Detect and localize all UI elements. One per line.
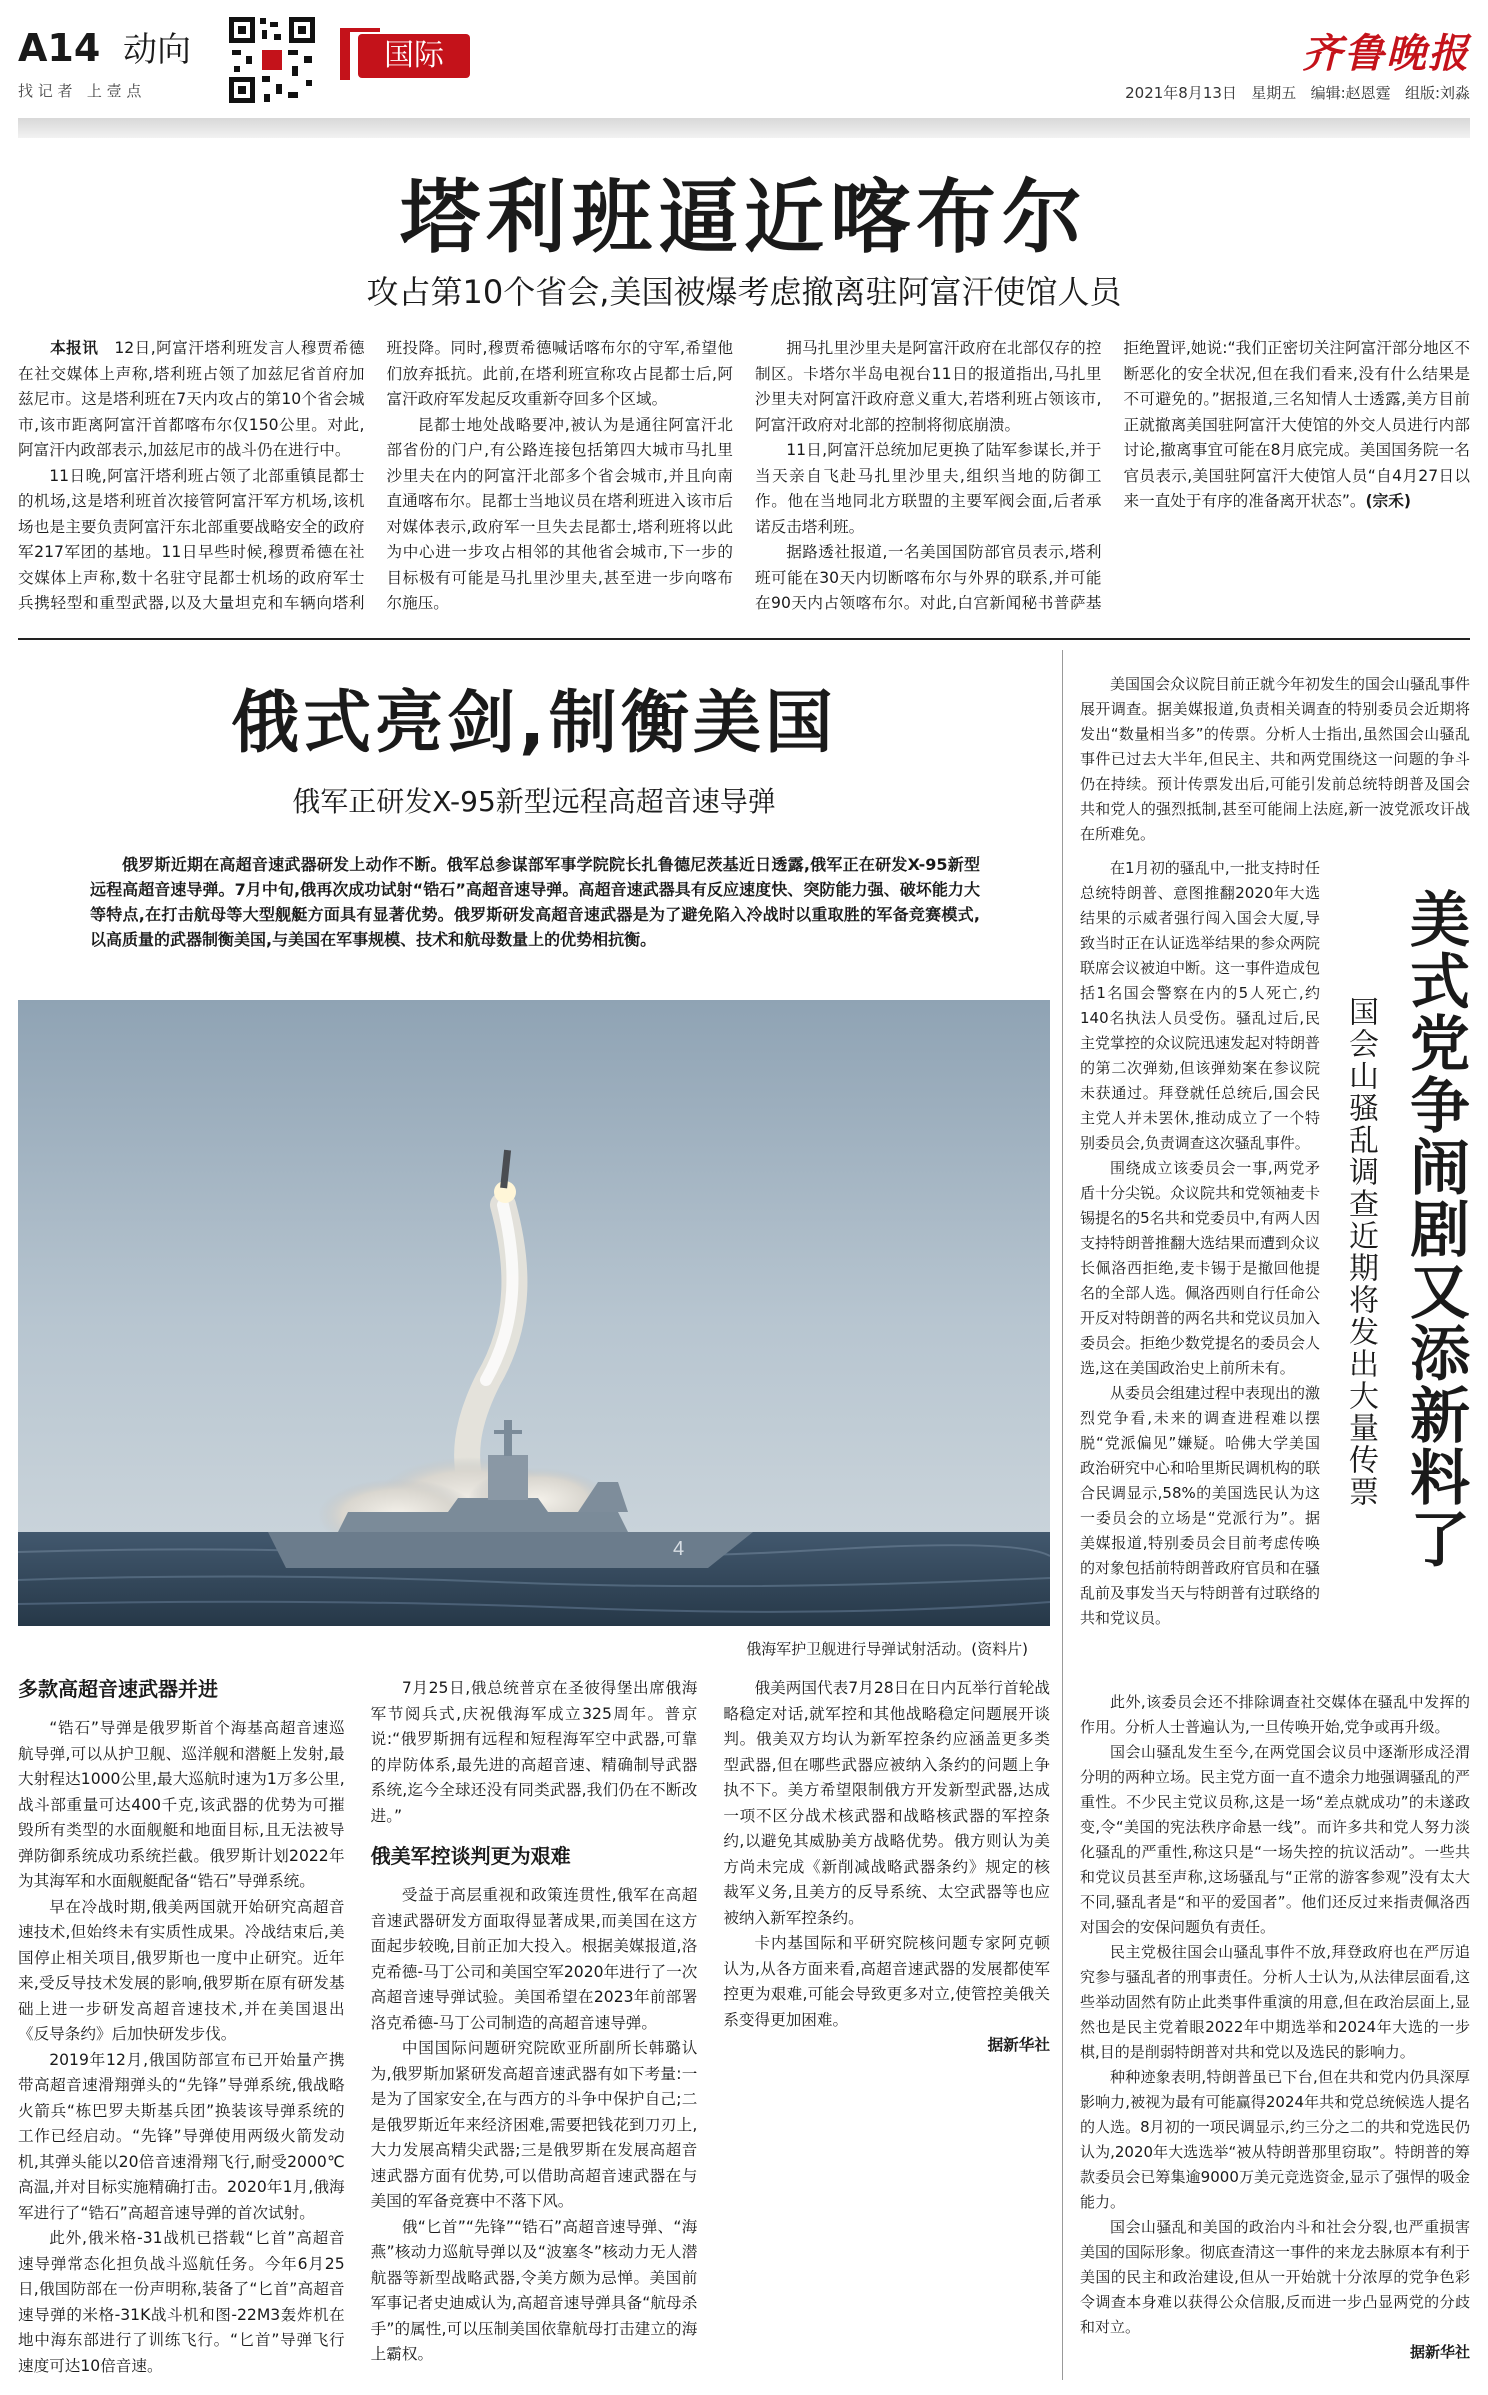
article2-intro: 俄罗斯近期在高超音速武器研发上动作不断。俄军总参谋部军事学院院长扎鲁德尼茨基近日透露,俄军正在研发X-95新型远程高超音速导弹。7月中旬,俄再次成功试射“锆石”高超音速导弹。高超音速武器具有反应速度快、突防能力强、破坏能力大等特点,在打击航母等大型舰艇方面具有显著优势。俄罗斯研发高超音速武器是为了避免陷入冷战时以重取胜的军备竞赛模式,以高质量的武器制衡美国,与美国在军事规模、技术和航母数量上的优势相抗衡。 bbox=[90, 855, 980, 949]
tag-bracket-top bbox=[340, 28, 380, 32]
header-rule bbox=[18, 118, 1470, 138]
article2-signature: 据新华社 bbox=[987, 2036, 1050, 2054]
article3-body-bottom bbox=[1080, 1690, 1470, 2380]
article3-title: 美式党争闹剧又添新料了 bbox=[1400, 888, 1470, 1570]
article3-para: 国会山骚乱发生至今,在两党国会议员中逐渐形成泾渭分明的两种立场。民主党方面一直不遗余力地强调骚乱的严重性。不少民主党议员称,这是一场“差点就成功”的未遂政变,令“美国的宪法秩序命悬一线”。而许多共和党人努力淡化骚乱的严重性,称这只是“一场失控的抗议活动”。一些共和党议员甚至声称,这场骚乱与“正常的游客参观”没有太大不同,骚乱者是“和平的爱国者”。他们还反过来指责佩洛西对国会的安保问题负有责任。 bbox=[1080, 1743, 1471, 1936]
article2-para: 俄“匕首”“先锋”“锆石”高超音速导弹、“海燕”核动力巡航导弹以及“波塞冬”核动力无人潜航器等新型战略武器,令美方颇为忌惮。美国前军事记者史迪威认为,高超音速导弹具备“航母杀手”的属性,可以压制美国依靠航母打击建立的海上霸权。 bbox=[370, 2217, 698, 2363]
warship-missile-image bbox=[18, 1000, 1050, 1626]
tag-label: 国际 bbox=[384, 38, 444, 73]
article2-subtitle: 俄军正研发X-95新型远程高超音速导弹 bbox=[292, 785, 776, 818]
article3-para: 从委员会组建过程中表现出的激烈党争看,未来的调查进程难以摆脱“党派偏见”嫌疑。哈佛大学美国政治研究中心和哈里斯民调机构的联合民调显示,58%的美国选民认为这一委员会的立场是“党派行为”。据美媒报道,特别委员会目前考虑传唤的对象包括前特朗普政府官员和在骚乱前及事发当天与特朗普有过联络的共和党议员。 bbox=[1080, 1384, 1321, 1627]
photo-caption: 俄海军护卫舰进行导弹试射活动。(资料片) bbox=[746, 1640, 1028, 1658]
header-weekday: 星期五 bbox=[1251, 84, 1297, 102]
article1-para: 拥马扎里沙里夫是阿富汗政府在北部仅存的控制区。卡塔尔半岛电视台11日的报道指出,马扎里沙里夫对阿富汗政府意义重大,若塔利班占领该市,阿富汗政府对北部的控制将彻底崩溃。 bbox=[755, 339, 1102, 434]
article1-para: 11日晚,阿富汗塔利班占领了北部重镇昆都士的机场,这是塔利班首次接管阿富汗军方机场,该机场也是主要负责阿富汗东北部重要战略安全的政府军217军团的基地。11日早些时候,穆贾希德在社交媒体上声称,数十名驻守昆都士机场的政府军士兵携轻型和重型武器,以及大量坦克和车辆向塔利班投降。同时,穆贾希德喊话喀布尔的守军,希望他们放弃抵抗。此前,在塔利班宣称攻占昆都士后,阿富汗政府军发起反攻重新夺回多个区域。 bbox=[18, 339, 733, 612]
article1-para: 本报讯 12日,阿富汗塔利班发言人穆贾希德在社交媒体上声称,塔利班占领了加兹尼省首府加兹尼市。这是塔利班在7天内攻占的第10个省会城市,该市距离阿富汗首都喀布尔仅150公里。对此,阿富汗内政部表示,加兹尼市的战斗仍在进行中。 bbox=[18, 339, 365, 459]
article2-para: 俄美两国代表7月28日在日内瓦举行首轮战略稳定对话,就军控和其他战略稳定问题展开谈判。俄美双方均认为新军控条约应涵盖更多类型武器,但在哪些武器应被纳入条约的问题上争执不下。美方希望限制俄方开发新型武器,达成一项不区分战术核武器和战略核武器的军控条约,以避免其威胁美方战略优势。俄方则认为美方尚未完成《新削减战略武器条约》规定的核裁军义务,且美方的反导系统、太空武器等也应被纳入新军控条约。 bbox=[723, 1679, 1050, 1927]
header-date: 2021年8月13日 bbox=[1125, 84, 1237, 102]
article2-body bbox=[18, 1676, 1050, 2382]
article2-para: 2019年12月,俄国防部宣布已开始量产携带高超音速滑翔弹头的“先锋”导弹系统,俄战略火箭兵“栋巴罗夫斯基兵团”换装该导弹系统的工作已经启动。“先锋”导弹使用两级火箭发动机,其弹头能以20倍音速滑翔飞行,耐受2000℃高温,并对目标实施精确打击。2020年1月,俄海军进行了“锆石”高超音速导弹的首次试射。 bbox=[18, 2050, 345, 2222]
svg-text:4: 4 bbox=[673, 1538, 685, 1560]
article2-title: 俄式亮剑,制衡美国 bbox=[231, 684, 837, 763]
article2-para: 受益于高层重视和政策连贯性,俄军在高超音速武器研发方面取得显著成果,而美国在这方面起步较晚,目前正加大投入。根据美媒报道,洛克希德-马丁公司和美国空军2020年进行了一次高超音速导弹试验。美国希望在2023年前部署洛克希德-马丁公司制造的高超音速导弹。 bbox=[370, 1886, 698, 2032]
article2-para: 中国国际问题研究院欧亚所副所长韩璐认为,俄罗斯加紧研发高超音速武器有如下考量:一是为了国家安全,在与西方的斗争中保护自己;二是俄罗斯近年来经济困难,需要把钱花到刀刃上,大力发展高精尖武器;三是俄罗斯在发展高超音速武器方面有优势,可以借助高超音速武器在与美国的军备竞赛中不落下风。 bbox=[370, 2039, 698, 2210]
tag-bracket-left bbox=[340, 28, 350, 80]
article3-para: 此外,该委员会还不排除调查社交媒体在骚乱中发挥的作用。分析人士普遍认为,一旦传唤开始,党争或再升级。 bbox=[1080, 1693, 1470, 1736]
paper-logo: 齐鲁晚报 bbox=[1302, 30, 1470, 77]
article3-body-narrow bbox=[1080, 856, 1320, 1676]
article2-para: 7月25日,俄总统普京在圣彼得堡出席俄海军节阅兵式,庆祝俄海军成立325周年。普京说:“俄罗斯拥有远程和短程海军空中武器,可靠的岸防体系,最先进的高超音速、精确制导武器系统,迄今全球还没有同类武器,我们仍在不断改进。” bbox=[370, 1679, 698, 1825]
header-slogan: 找 记 者 上 壹 点 bbox=[18, 82, 142, 100]
qr-code-icon bbox=[226, 14, 318, 106]
vertical-divider bbox=[1062, 650, 1063, 2380]
missile-launch-photo bbox=[18, 1000, 1050, 1626]
article3-para: 国会山骚乱和美国的政治内斗和社会分裂,也严重损害美国的国际形象。彻底查清这一事件的来龙去脉原本有利于美国的民主和政治建设,但从一开始就十分浓厚的党争色彩令调查本身难以获得公众信服,反而进一步凸显两党的分歧和对立。 bbox=[1080, 2218, 1471, 2336]
section1-heading: 多款高超音速武器并进 bbox=[18, 1677, 218, 1701]
article2-para: 卡内基国际和平研究院核问题专家阿克顿认为,从各方面来看,高超音速武器的发展都使军控更为艰难,可能会导致更多对立,使管控美俄关系变得更加困难。 bbox=[723, 1934, 1050, 2029]
article3-signature: 据新华社 bbox=[1409, 2343, 1470, 2361]
qr-code[interactable] bbox=[226, 14, 318, 106]
article1-para: 据路透社报道,一名美国国防部官员表示,塔利班可能在30天内切断喀布尔与外界的联系,并可能在90天内占领喀布尔。对此,白宫新闻秘书普萨基拒绝置评,她说:“我们正密切关注阿富汗部分地区不断恶化的安全状况,但在我们看来,没有什么结果是不可避免的。”据报道,三名知情人士透露,美方目前正就撤离美国驻阿富汗大使馆的外交人员进行内部讨论,撤离事宜可能在8月底完成。美国国务院一名官员表示,美国驻阿富汗大使馆人员“自4月27日以来一直处于有序的准备离开状态”。(宗禾) bbox=[755, 339, 1470, 612]
divider bbox=[18, 638, 1470, 640]
article1-title: 塔利班逼近喀布尔 bbox=[400, 171, 1088, 264]
article3-para: 民主党极往国会山骚乱事件不放,拜登政府也在严厉追究参与骚乱者的刑事责任。分析人士认为,从法律层面看,这些举动固然有防止此类事件重演的用意,但在政治层面上,显然也是民主党着眼2022年中期选举和2024年大选的一步棋,目的是削弱特朗普对共和党以及选民的影响力。 bbox=[1080, 1943, 1470, 2061]
article3-subtitle: 国会山骚乱调查近期将发出大量传票 bbox=[1343, 996, 1378, 1508]
article1-source: 本报讯 bbox=[50, 339, 99, 357]
article1-para: 11日,阿富汗总统加尼更换了陆军参谋长,并于当天亲自飞赴马扎里沙里夫,组织当地的防御工作。他在当地同北方联盟的主要军阀会面,后者承诺反击塔利班。 bbox=[755, 441, 1102, 536]
header-meta bbox=[1125, 82, 1470, 103]
article3-para: 在1月初的骚乱中,一批支持时任总统特朗普、意图推翻2020年大选结果的示威者强行闯入国会大厦,导致当时正在认证选举结果的参众两院联席会议被迫中断。这一事件造成包括1名国会警察在内的5人死亡,约140名执法人员受伤。骚乱过后,民主党掌控的众议院迅速发起对特朗普的第二次弹劾,但该弹劾案在参议院未获通过。拜登就任总统后,国会民主党人并未罢休,推动成立了一个特别委员会,负责调查这次骚乱事件。 bbox=[1080, 859, 1321, 1152]
section-tag bbox=[340, 28, 474, 80]
article2-para: 此外,俄米格-31战机已搭载“匕首”高超音速导弹常态化担负战斗巡航任务。今年6月25日,俄国防部在一份声明称,装备了“匕首”高超音速导弹的米格-31K战斗机和图-22M3轰炸机在地中海东部进行了训练飞行。“匕首”导弹飞行速度可达10倍音速。 bbox=[18, 2229, 345, 2375]
header-layout: 组版:刘淼 bbox=[1404, 84, 1470, 102]
article3-para: 围绕成立该委员会一事,两党矛盾十分尖锐。众议院共和党领袖麦卡锡提名的5名共和党委员中,有两人因支持特朗普推翻大选结果而遭到众议长佩洛西拒绝,麦卡锡于是撤回他提名的全部人选。佩洛西则自行任命公开反对特朗普的两名共和党议员加入委员会。拒绝少数党提名的委员会人选,这在美国政治史上前所未有。 bbox=[1080, 1159, 1321, 1377]
article1-body bbox=[18, 336, 1470, 626]
page-header bbox=[0, 0, 1488, 140]
article1-signature: (宗禾) bbox=[1365, 492, 1411, 510]
article1-para: 昆都士地处战略要冲,被认为是通往阿富汗北部省份的门户,有公路连接包括第四大城市马扎里沙里夫在内的阿富汗北部多个省会城市,并且向南直通喀布尔。昆都士当地议员在塔利班进入该市后对媒体表示,政府军一旦失去昆都士,塔利班将以此为中心进一步攻占相邻的其他省会城市,下一步的目标极有可能是马扎里沙里夫,甚至进一步向喀布尔施压。 bbox=[386, 415, 733, 612]
article2-para: “锆石”导弹是俄罗斯首个海基高超音速巡航导弹,可以从护卫舰、巡洋舰和潜艇上发射,最大射程达1000公里,最大巡航时速为1万多公里,战斗部重量可达400千克,该武器的优势为可摧毁所有类型的水面舰艇和地面目标,且无法被导弹防御系统成功系统拦截。俄罗斯计划2022年为其海军和水面舰艇配备“锆石”导弹系统。 bbox=[18, 1719, 345, 1890]
article3-para: 种种迹象表明,特朗普虽已下台,但在共和党内仍具深厚影响力,被视为最有可能赢得2024年共和党总统候选人提名的人选。8月初的一项民调显示,约三分之二的共和党选民仍认为,2020年大选选举“被从特朗普那里窃取”。特朗普的筹款委员会已筹集逾9000万美元竞选资金,显示了强悍的吸金能力。 bbox=[1080, 2068, 1470, 2211]
header-editor: 编辑:赵恩霆 bbox=[1310, 84, 1391, 102]
page-number: A14 bbox=[18, 26, 101, 70]
article3-para: 美国国会众议院目前正就今年初发生的国会山骚乱事件展开调查。据美媒报道,负责相关调查的特别委员会近期将发出“数量相当多”的传票。分析人士指出,虽然国会山骚乱事件已过去大半年,但民主、共和两党围绕这一问题的争斗仍在持续。预计传票发出后,可能引发前总统特朗普及国会共和党人的强烈抵制,甚至可能闹上法庭,新一波党派攻讦战在所难免。 bbox=[1080, 675, 1471, 843]
section-name: 动向 bbox=[123, 30, 191, 70]
section2-heading: 俄美军控谈判更为艰难 bbox=[370, 1844, 571, 1868]
article2-para: 早在冷战时期,俄美两国就开始研究高超音速技术,但始终未有实质性成果。冷战结束后,美国停止相关项目,俄罗斯也一度中止研究。近年来,受反导技术发展的影响,俄罗斯在原有研发基础上进一步研发高超音速技术,并在美国退出《反导条约》后加快研发步伐。 bbox=[18, 1897, 345, 2043]
article3-body-top bbox=[1080, 672, 1470, 872]
article1-subtitle: 攻占第10个省会,美国被爆考虑撤离驻阿富汗使馆人员 bbox=[366, 273, 1122, 311]
